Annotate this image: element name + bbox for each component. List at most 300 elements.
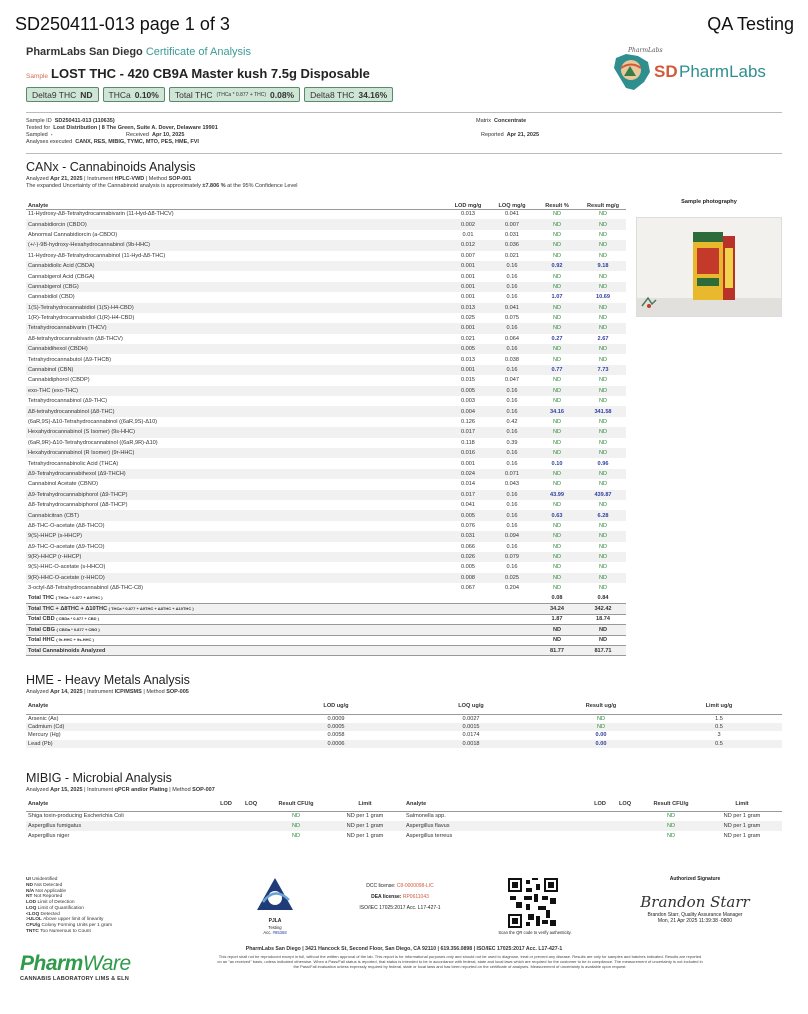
lod-value: 0.007 [461,252,475,259]
limit-value: ND per 1 gram [723,833,761,839]
result-percent: ND [552,522,562,529]
matrix: Concentrate [494,117,527,124]
loq-value: 0.16 [506,502,518,509]
result-mg: ND [580,552,626,562]
signature-script: Brandon Starr [640,892,750,911]
result-mg: 10.69 [596,294,610,301]
totals-row [26,645,626,655]
table-row [26,219,626,229]
badge-thca: THCa 0.10% [103,87,165,102]
lod-value: 0.002 [446,219,490,229]
lod-value: 0.021 [461,335,475,342]
loq-value: 0.16 [490,510,534,520]
lod-value: 0.013 [461,211,475,218]
cannabinoids-table: Analyte LOD mg/g LOQ mg/g Result % Result mg/g 11-Hydroxy-Δ8-Tetrahydrocannabivarin (11-Hyd-Δ8-THCV) 0.013 0.041 ND ND Cannabidiorcin (CBDO) 0.002 0.007 ND ND Abnormal Cannabidiorcin (a-CBDO) 0.01 0.031 ND ND (+/-)-9B-hydroxy-Hexahydrocannabinol (9b-HHC) 0.012 0.036 ND ND 11-Hydroxy-Δ8-Tetrahydrocannabinol (11-Hyd-Δ8-THC) 0.007 0.021 ND ND Cannabidiolic Acid (CBDA) 0.001 0.16 0.92 9.18 Cannabigerol Acid (CBGA) 0.001 0.16 ND ND Cannabigerol (CBG) 0.001 0.16 ND ND Cannabidiol (CBD) 0.001 0.16 1.07 10.69 1(S)-Tetrahydrocannabidiol (1(S)-H4-CBD) 0.013 0.041 ND ND 1(R)-Tetrahydrocannabidiol (1(R)-H4-CBD) 0.025 0.075 ND ND Tetrahydrocannabivarin (THCV) 0.001 0.16 ND ND Δ8-tetrahydrocannabivarin (Δ8-THCV) 0.021 0.064 0.27 2.67 Cannabidihexol (CBDH) 0.005 0.16 ND ND Tetrahydrocannabutol (Δ9-THCB) 0.013 0.038 ND ND Cannabinol (CBN) 0.001 0.16 0.77 7.73 Cannabidiphorol (CBDP) 0.015 0.047 ND ND exo-THC (exo-THC) 0.005 0.16 ND ND Tetrahydrocannabinol (Δ9-THC) 0.003 0.16 ND ND Δ8-tetrahydrocannabinol (Δ8-THC) 0.004 0.16 34.16 341.58 (6aR,9S)-Δ10-Tetrahydrocannabinol ((6aR,9S)-Δ10) 0.126 0.42 ND ND Hexahydrocannabinol (S Isomer) (9s-HHC) 0.017 0.16 ND ND (6aR,9R)-Δ10-Tetrahydrocannabinol ((6aR,9R)-Δ10) 0.118 0.39 ND ND Hexahydrocannabinol (R Isomer) (9r-HHC) 0.016 0.16 ND ND Tetrahydrocannabinolic Acid (THCA) 0.001 0.16 0.10 0.96 Δ9-Tetrahydrocannabihexol (Δ9-THCH) 0.024 0.071 ND ND Cannabinol Acetate (CBNO) 0.014 0.043 ND ND Δ9-Tetrahydrocannabiphorol (Δ9-THCP) 0.017 0.16 43.99 439.87 Δ8-Tetrahydrocannabiphorol (Δ8-THCP) 0.041 0.16 ND ND Cannabicitran (CBT) 0.005 0.16 0.63 6.28 Δ8-THC-O-acetate (Δ8-THCO) 0.076 0.16 ND ND 9(S)-HHCP (s-HHCP) 0.031 0.094 ND ND Δ9-THC-O-acetate (Δ9-THCO) 0.066 0.16 ND ND 9(R)-HHCP (r-HHCP) 0.026 0.079 ND ND 9(S)-HHC-O-acetate (s-HHCO) 0.005 0.16 ND ND 9(R)-HHC-O-acetate (r-HHCO) 0.008 0.025 ND ND 3-octyl-Δ8-Tetrahydrocannabinol (Δ8-THC-C8) 0.067 0.204 ND ND Total THC ( THCa * 0.877 + Δ9THC ) 0.08 0.84 Total THC + Δ8THC + Δ10THC ( THCa * 0.877 + Δ9THC + Δ8THC + Δ10THC ) 34.24 342.42 Total CBD ( CBDa * 0.877 + CBD ) 1.87 18.74 Total CBG ( CBGa * 0.877 + CBG ) ND ND Total HHC ( 9r-HHC + 9s-HHC ) ND ND Total Cannabinoids Analyzed 81.77 817.71 [26,197,626,656]
total-mg: ND [598,637,608,644]
loq-value [490,625,534,635]
analyte-name: Cannabidiol (CBD) [28,294,75,301]
analyte-name: Cannabidiphorol (CBDP) [28,377,90,384]
sample-name: LOST THC - 420 CB9A Master kush 7.5g Disposable [51,66,370,81]
analyte-name: Cannabinol Acetate (CBNO) [28,481,98,488]
result-mg: ND [598,252,608,259]
loq-value: 0.043 [505,481,519,488]
limit-value: 0.5 [656,723,782,732]
total-mg: 18.74 [596,616,610,623]
loq-value: 0.16 [490,406,534,416]
signer-name: Brandon Starr, Quality Assurance Manager [647,911,743,918]
analyte-name: Δ9-THC-O-acetate (Δ9-THCO) [28,543,105,550]
analyte-name: Δ8-tetrahydrocannabivarin (Δ8-THCV) [28,335,123,342]
report-id-page: SD250411-013 page 1 of 3 [15,14,230,34]
lod-value [446,635,490,645]
table-row [26,714,782,723]
result-mg: ND [598,439,608,446]
result-mg: ND [598,398,608,405]
result-percent: 43.99 [534,490,580,500]
result-mg: ND [598,564,608,571]
result-value: ND [291,833,301,839]
analyte-name: Cannabidiorcin (CBDO) [26,219,446,229]
total-label: Total CBG ( CBGa * 0.877 + CBG ) [26,625,446,635]
result-percent: ND [552,481,562,488]
result-mg: 6.28 [580,510,626,520]
badge-total-thc: Total THC (THCa * 0.877 + THC) 0.08% [169,87,300,102]
table-row [26,344,626,354]
lod-value: 0.016 [446,448,490,458]
analyte-name: Shiga toxin-producing Escherichia Coli [28,813,124,820]
lab-name: PharmLabs San Diego [26,46,143,58]
analyte-name: (6aR,9S)-Δ10-Tetrahydrocannabinol ((6aR,9S)-Δ10) [28,419,158,425]
loq-value [490,604,534,614]
loq-value: 0.204 [505,585,519,592]
loq-value [236,831,266,841]
total-percent: ND [534,625,580,635]
legend-item: ND Not Detected [26,882,63,888]
loq-value: 0.0174 [462,732,480,739]
analyte-name: Δ9-Tetrahydrocannabiphorol (Δ9-THCP) [26,490,446,500]
lod-value: 0.024 [446,469,490,479]
sample-photo-thumb-icon [640,296,658,315]
loq-value: 0.39 [506,439,518,446]
result-percent: ND [552,502,562,509]
table-row [26,531,626,541]
qr-code-icon[interactable] [508,878,558,933]
result-percent: 0.10 [551,460,563,467]
result-percent: ND [534,303,580,313]
table-row [26,490,626,500]
result-mg: ND [598,585,608,592]
analyte-name: Salmonella spp. [406,813,446,820]
result-percent: 34.16 [534,406,580,416]
limit-value: 1.5 [715,715,723,722]
total-mg: 817.71 [580,645,626,655]
table-row [26,542,626,552]
lod-value: 0.005 [446,510,490,520]
table-row [26,313,626,323]
result-percent: ND [534,531,580,541]
table-row [26,303,626,313]
lod-value: 0.126 [461,419,475,425]
loq-value [610,831,640,841]
lod-value: 0.041 [461,502,475,509]
result-mg: ND [598,356,608,363]
lod-value: 0.005 [446,386,490,396]
lod-value: 0.015 [461,377,475,384]
legend-item: CFU/g Colony Forming Units per 1 gram [26,923,113,928]
result-percent: ND [552,377,562,384]
loq-value: 0.031 [505,231,519,238]
california-map-icon [614,54,650,90]
pharmware-logo: PharmWare CANNABIS LABORATORY LIMS & ELN [20,952,131,982]
loq-value [610,811,640,821]
doc-type: Certificate of Analysis [145,46,251,58]
result-percent: ND [552,543,562,550]
analyte-name: 9(R)-HHC-O-acetate (r-HHCO) [26,573,446,583]
loq-value: 0.036 [490,240,534,250]
lod-value: 0.001 [461,294,475,301]
total-formula: ( 9r-HHC + 9s-HHC ) [56,637,94,643]
totals-row [26,625,626,635]
totals-row [26,604,626,614]
signature-block [610,877,780,924]
lod-value: 0.001 [446,261,490,271]
lod-value: 0.026 [446,552,490,562]
analyte-name: Arsenic (As) [28,715,59,722]
table-row [26,251,626,261]
metals-table: Analyte LOD ug/g LOQ ug/g Result ug/g Limit ug/g Arsenic (As) 0.0009 0.0027 ND 1.5 Cadmium (Cd) 0.0005 0.0015 ND 0.5 Mercury (Hg) 0.0058 0.0174 0.00 3 Lead (Pb) 0.0006 0.0018 0.00 0.5 [26,699,782,748]
result-mg: ND [598,522,608,529]
loq-value: 0.007 [490,219,534,229]
result-mg: ND [580,282,626,292]
result-percent: 0.77 [534,365,580,375]
analyte-name: Tetrahydrocannabivarin (THCV) [26,323,446,333]
result-mg: ND [598,231,608,238]
legend-item: >ULOL Above upper limit of linearity [26,917,104,923]
loq-value: 0.071 [490,469,534,479]
total-mg: 0.84 [597,595,609,602]
sdpharmlabs-logo [610,46,800,96]
result-mg: ND [598,273,608,280]
total-formula: ( CBDa * 0.877 + CBD ) [56,616,99,622]
analyte-name: exo-THC (exo-THC) [26,386,446,396]
analyte-name: 1(S)-Tetrahydrocannabidiol (1(S)-H4-CBD) [26,303,446,313]
result-percent: ND [552,419,562,425]
table-row [26,500,626,510]
loq-value: 0.079 [490,552,534,562]
total-label: Total THC + Δ8THC + Δ10THC ( THCa * 0.877 + Δ9THC + Δ8THC + Δ10THC ) [26,604,446,614]
received-date: Apr 10, 2025 [152,131,185,138]
result-percent: ND [552,273,562,280]
loq-value: 0.16 [506,294,518,301]
result-percent: ND [534,282,580,292]
table-row [26,469,626,479]
result-mg: ND [580,344,626,354]
table-row [26,562,626,572]
loq-value: 0.064 [505,335,519,342]
lod-value: 0.017 [446,490,490,500]
lod-value [446,604,490,614]
loq-value: 0.0015 [396,723,546,732]
result-mg: 0.96 [597,460,609,467]
result-percent: ND [552,564,562,571]
lod-value: 0.066 [461,543,475,550]
loq-value: 0.021 [505,252,519,259]
result-mg: 2.67 [597,335,609,342]
result-value: ND [291,813,301,820]
analyte-name: 9(R)-HHCP (r-HHCP) [26,552,446,562]
lod-value [216,811,236,821]
legend-item: UI Unidentified [26,877,58,882]
total-percent: 1.87 [551,616,563,623]
result-percent: 1.07 [551,294,563,301]
loq-value: 0.094 [490,531,534,541]
result-mg: ND [598,543,608,550]
total-percent: 81.77 [534,645,580,655]
table-row [26,271,626,281]
analyte-name: Δ8-THC-O-acetate (Δ8-THCO) [28,522,105,529]
result-value: ND [666,813,676,820]
table-row [26,365,626,375]
lod-value: 0.0058 [327,732,345,739]
loq-value: 0.16 [490,386,534,396]
result-percent: 0.92 [534,261,580,271]
table-row [26,230,626,240]
lod-value [216,821,236,831]
analyte-name: Tetrahydrocannabutol (Δ9-THCB) [28,356,112,363]
tested-for: Lost Distribution | 8 The Green, Suite A. Dover, Delaware 19901 [53,124,218,131]
result-percent: ND [534,448,580,458]
analyte-name: 11-Hydroxy-Δ8-Tetrahydrocannabinol (11-Hyd-Δ8-THC) [28,252,166,259]
analyte-name: Tetrahydrocannabinolic Acid (THCA) [28,460,119,467]
result-mg: ND [580,427,626,437]
analyte-name: Cannabidihexol (CBDH) [26,344,446,354]
result-percent: ND [534,469,580,479]
analyte-name: Δ8-tetrahydrocannabinol (Δ8-THC) [26,406,446,416]
total-formula: ( THCa * 0.877 + Δ9THC + Δ8THC + Δ10THC ) [108,606,194,612]
result-mg: ND [580,448,626,458]
result-mg: 439.87 [580,490,626,500]
lod-value: 0.013 [461,356,475,363]
result-mg: ND [598,481,608,488]
qr-note: Scan the QR code to verify authenticity. [498,930,572,935]
total-percent: 34.24 [534,604,580,614]
legend-item: LOD Limit of Detection [26,900,75,905]
analyte-name: Δ8-Tetrahydrocannabiphorol (Δ8-THCP) [28,502,128,509]
loq-value: 0.041 [490,303,534,313]
analyte-name: 3-octyl-Δ8-Tetrahydrocannabinol (Δ8-THC-C8) [28,585,144,592]
loq-value: 0.16 [506,398,518,405]
legend-item: NT Not Reported [26,894,63,900]
footer-address: PharmLabs San Diego | 3421 Hancock St, Second Floor, San Diego, CA 92110 | 619.356.0898 | ISO/IEC 17025:2017 Acc. L17-427-1 [245,946,563,952]
loq-value [490,635,534,645]
lod-value: 0.008 [446,573,490,583]
result-percent: 0.27 [551,335,563,342]
lod-value: 0.012 [446,240,490,250]
result-percent: ND [552,439,562,446]
limit-value: ND per 1 gram [346,833,384,839]
lod-value [590,831,610,841]
loq-value [610,821,640,831]
table-row [26,811,782,821]
analyte-name: 11-Hydroxy-Δ8-Tetrahydrocannabivarin (11-Hyd-Δ8-THCV) [28,211,174,218]
result-percent: ND [534,240,580,250]
result-mg: ND [598,419,608,425]
lab-line [26,46,251,58]
table-row [26,282,626,292]
signature-title: Authorized Signature [669,876,721,882]
table-row [26,438,626,448]
pjla-accreditation: PJLA Testing Acc. #85368 [250,876,300,935]
total-mg: 342.42 [580,604,626,614]
analyte-name: Lead (Pb) [26,740,276,749]
lod-value: 0.0009 [327,715,345,722]
table-row [26,292,626,302]
lod-value: 0.014 [461,481,475,488]
lod-value [216,831,236,841]
total-label: Total CBD ( CBDa * 0.877 + CBD ) [28,616,99,623]
loq-value: 0.16 [490,427,534,437]
loq-value: 0.025 [490,573,534,583]
result-percent: ND [552,231,562,238]
lod-value: 0.005 [461,564,475,571]
result-percent: ND [552,585,562,592]
table-row [26,573,626,583]
analyte-name: Hexahydrocannabinol (S Isomer) (9s-HHC) [26,427,446,437]
loq-value: 0.16 [506,522,518,529]
lod-value: 0.01 [462,231,474,238]
result-percent: ND [552,356,562,363]
sample-line [26,66,370,81]
lod-value: 0.001 [446,365,490,375]
lod-value: 0.017 [446,427,490,437]
result-mg: 341.58 [580,406,626,416]
lod-value [446,614,490,624]
result-value: ND [666,833,676,839]
result-mg: ND [580,303,626,313]
lod-value: 0.0005 [276,723,396,732]
result-mg: ND [580,469,626,479]
result-value: ND [640,821,702,831]
table-row [26,334,626,344]
table-row [26,417,626,427]
loq-value: 0.16 [490,365,534,375]
loq-value: 0.047 [505,377,519,384]
total-label: Total THC ( THCa * 0.877 + Δ9THC ) [28,595,103,602]
lod-value: 0.004 [446,406,490,416]
analyte-name: Δ9-Tetrahydrocannabihexol (Δ9-THCH) [26,469,446,479]
loq-value: 0.16 [490,344,534,354]
badge-delta9: Delta9 THC ND [26,87,99,102]
loq-value: 0.16 [490,261,534,271]
table-row [26,583,626,593]
table-row [26,458,626,468]
analyte-name: Cannabigerol (CBG) [26,282,446,292]
lod-value: 0.0006 [276,740,396,749]
sample-meta: Sample ID SD250411-013 (110635) Matrix Concentrate Tested for Lost Distribution | 8 The Green, Suite A. Dover, Delaware 19901 Sampled - Received Apr 10, 2025 Reported Apr 21, 2025 Analyses executed CANX, RES, MIBIG, TYMC, MTO, PES, HME, FVI [26,117,540,145]
analyte-name: (+/-)-9B-hydroxy-Hexahydrocannabinol (9b-HHC) [26,240,446,250]
limit-value: ND per 1 gram [346,813,384,820]
cannabinoids-title: CANx - Cannabinoids Analysis [26,160,196,174]
analyte-name: Aspergillus flavus [404,821,590,831]
table-row [26,375,626,385]
loq-value: 0.0027 [462,715,480,722]
logo-main: PharmLabs [679,62,766,81]
lod-value: 0.005 [446,344,490,354]
total-label: Total Cannabinoids Analyzed [26,645,446,655]
metals-subtitle: Analyzed Apr 14, 2025 | Instrument ICP/MSMS | Method SOP-005 [26,689,189,695]
table-row [26,261,626,271]
loq-value: 0.16 [490,323,534,333]
table-row [26,831,782,841]
loq-value: 0.16 [506,564,518,571]
analyte-name: Hexahydrocannabinol (R Isomer) (9r-HHC) [26,448,446,458]
lod-value: 0.001 [446,323,490,333]
result-percent: ND [552,252,562,259]
loq-value: 0.16 [490,490,534,500]
loq-value: 0.42 [506,419,518,425]
result-mg: ND [580,386,626,396]
total-formula: ( CBGa * 0.877 + CBG ) [56,626,100,632]
result-mg: 7.73 [580,365,626,375]
legend-item: LOQ Limit of Quantification [26,905,84,911]
result-percent: ND [552,398,562,405]
lod-value: 0.001 [461,460,475,467]
totals-row [26,614,626,624]
legend-item: TNTC Too Numerous to Count [26,928,91,934]
loq-value [490,645,534,655]
result-value: ND [596,715,606,722]
cannabinoids-subtitle: Analyzed Apr 21, 2025 | Instrument HPLC-VWD | Method SOP-001 [26,176,192,182]
analyte-name: Cannabidiolic Acid (CBDA) [26,261,446,271]
analyte-name: Aspergillus niger [28,833,70,839]
table-row [26,821,782,831]
total-percent: 0.08 [551,595,563,602]
loq-value: 0.041 [505,211,519,218]
analyte-name: Cannabinol (CBN) [26,365,446,375]
loq-value: 0.16 [506,543,518,550]
analyte-name: Cadmium (Cd) [26,723,276,732]
result-percent: ND [534,386,580,396]
result-mg: ND [580,323,626,333]
loq-value: 0.16 [506,460,518,467]
lod-value: 0.118 [461,439,475,446]
table-row [26,479,626,489]
micro-table: Analyte LOD LOQ Result CFU/g Limit Analyte LOD LOQ Result CFU/g Limit Shiga toxin-producing Escherichia Coli ND ND per 1 gram Salmonella spp. ND ND per 1 gram Aspergillus fumigatus ND ND per 1 gram Aspergillus flavus ND ND per 1 gram Aspergillus niger ND ND per 1 gram Aspergillus terreus ND ND per 1 gram [26,797,782,841]
loq-value: 0.16 [506,273,518,280]
result-mg: ND [580,531,626,541]
limit-value: 0.5 [656,740,782,749]
uncertainty-note: The expanded Uncertainty of the Cannabinoid analysis is approximately ±7.806 % at the 95% Confidence Level [26,183,298,189]
loq-value [490,593,534,603]
table-row [26,448,626,458]
table-row [26,354,626,364]
table-row [26,406,626,416]
lod-value: 0.001 [446,282,490,292]
table-row [26,510,626,520]
micro-title: MIBIG - Microbial Analysis [26,771,172,785]
table-row [26,521,626,531]
analyte-name: Tetrahydrocannabinol (Δ9-THC) [28,398,107,405]
lod-value [446,645,490,655]
limit-value: 3 [717,732,721,739]
analyte-name: 9(S)-HHC-O-acetate (s-HHCO) [28,564,106,571]
reported-date: Apr 21, 2025 [506,131,540,138]
summary-badges [26,87,393,102]
metals-title: HME - Heavy Metals Analysis [26,673,190,687]
result-mg: ND [598,315,608,322]
result-mg: ND [580,219,626,229]
result-percent: ND [552,315,562,322]
